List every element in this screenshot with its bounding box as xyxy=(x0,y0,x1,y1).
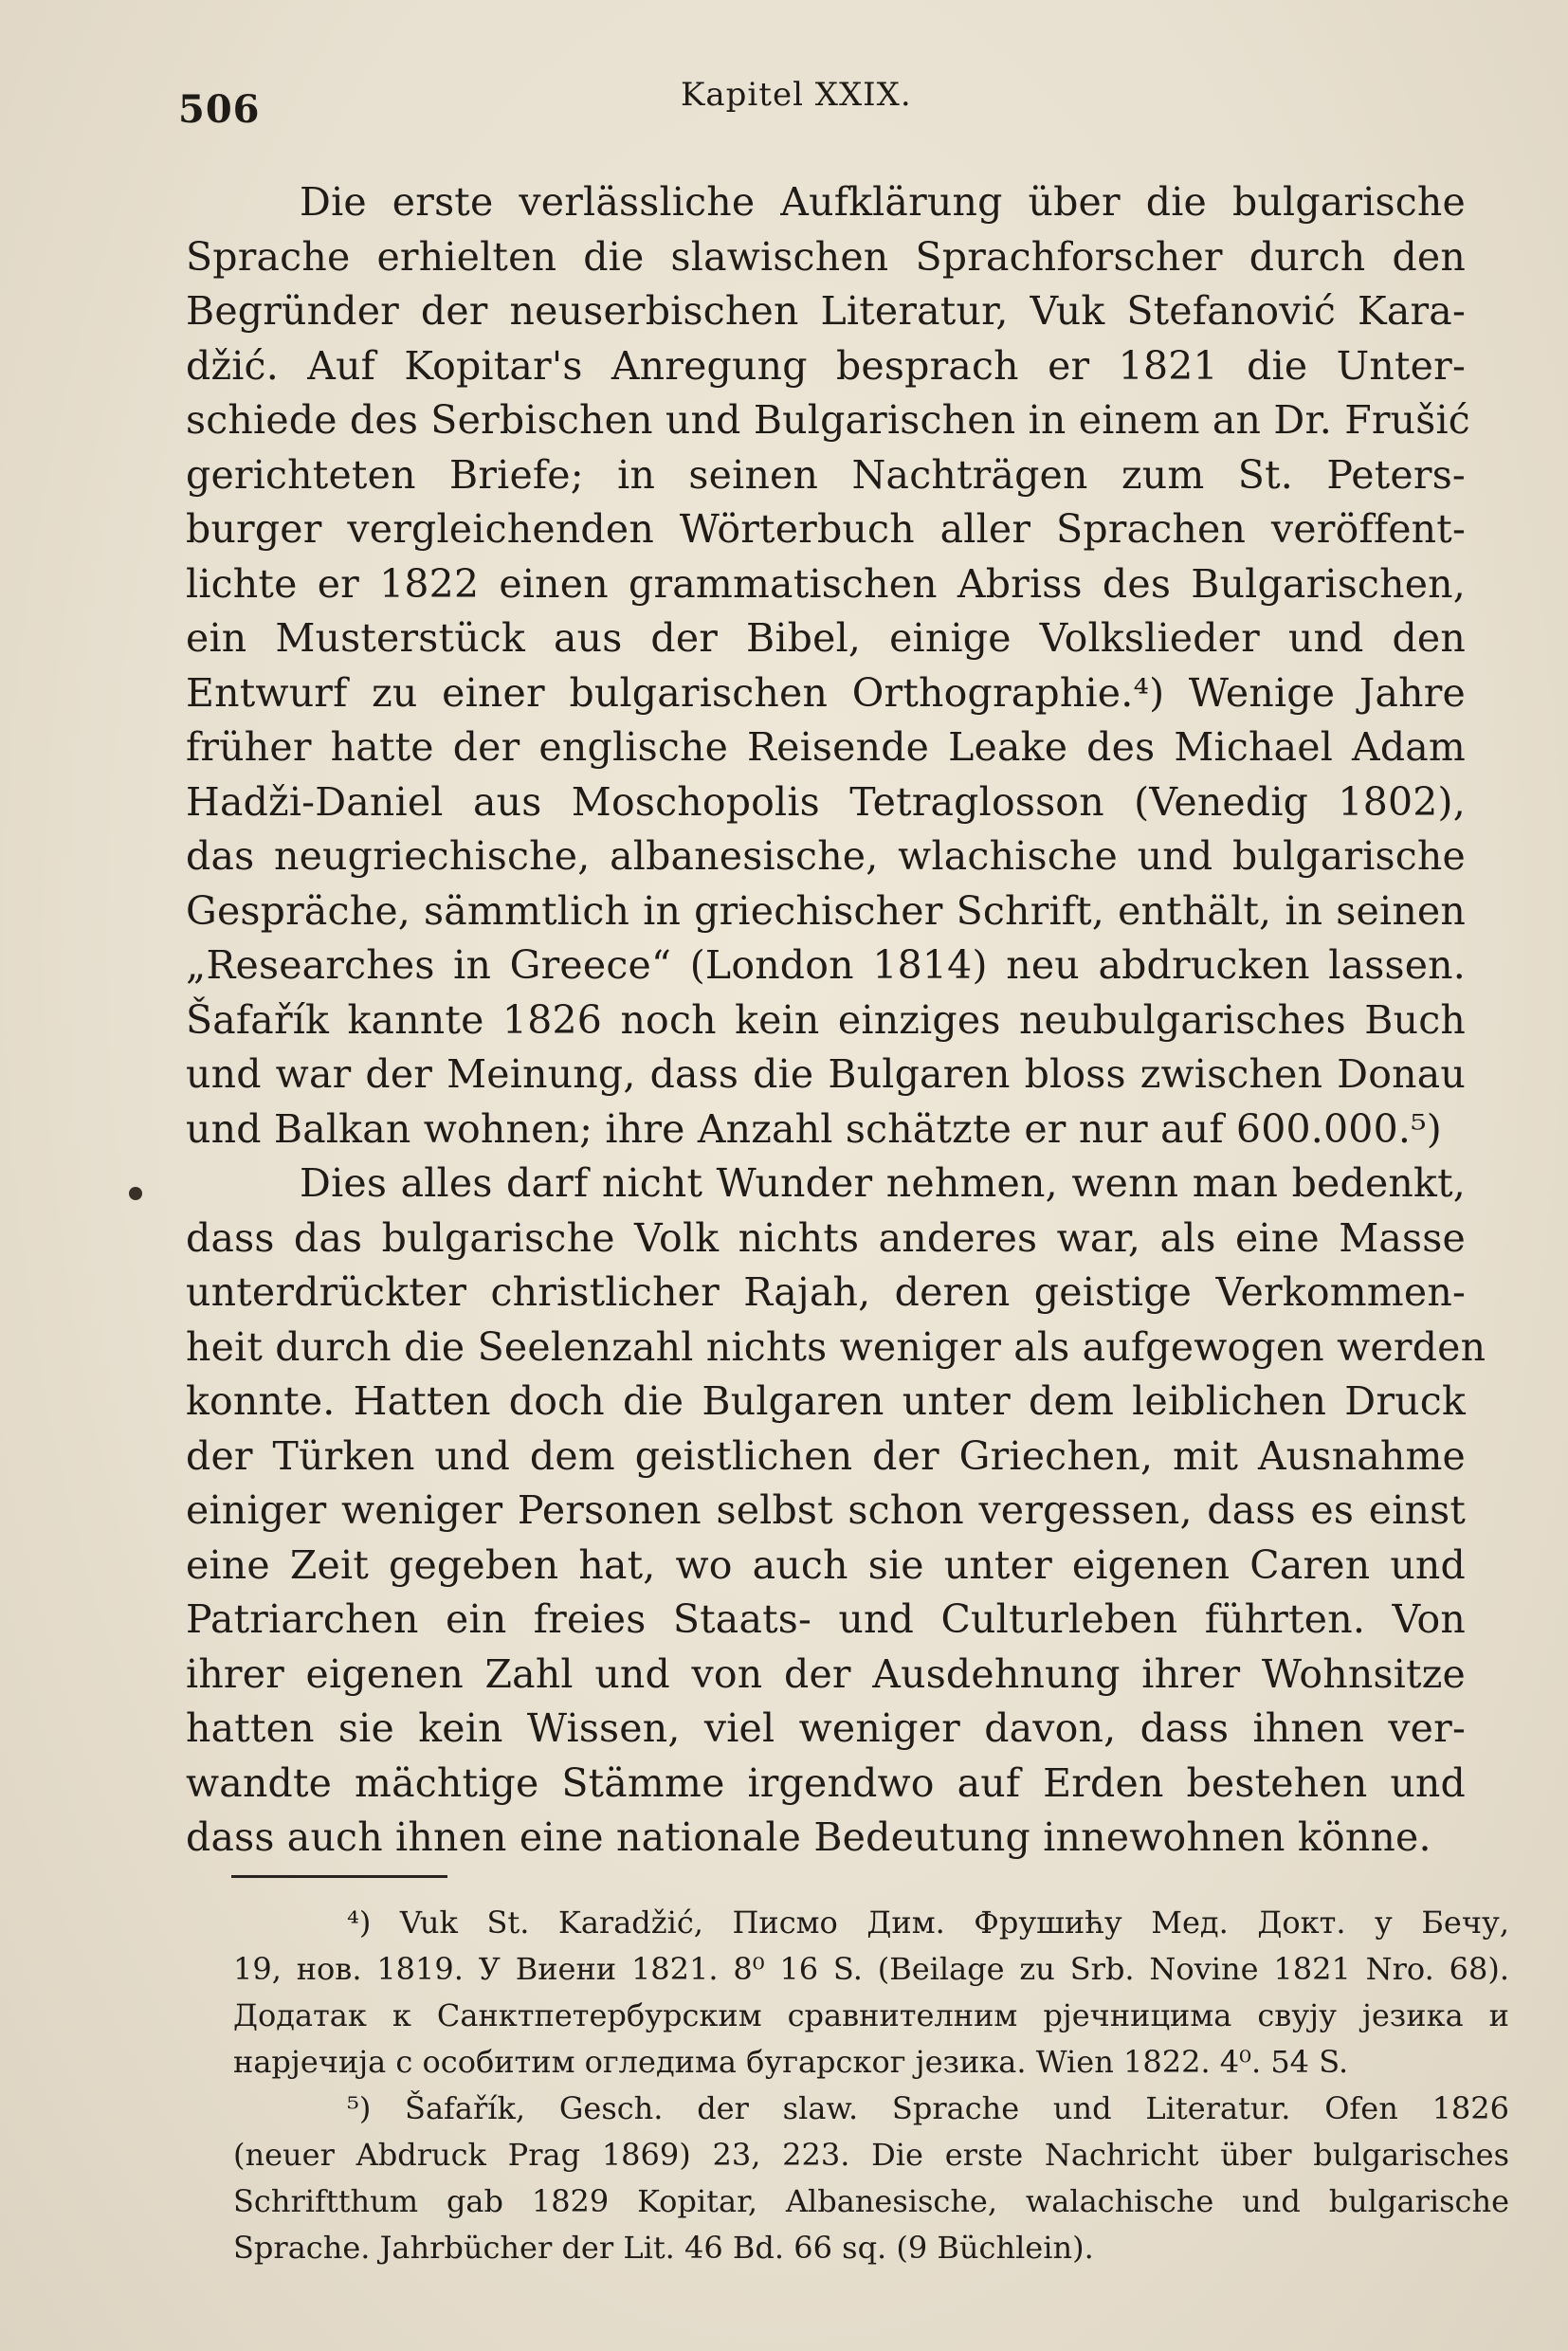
text-line: Dies alles darf nicht Wunder nehmen, wenn man bedenkt, xyxy=(300,1160,1466,1206)
text-line: ihrer eigenen Zahl und von der Ausdehnung ihrer Wohnsitze xyxy=(186,1650,1466,1697)
text-line: Begründer der neuserbischen Literatur, Vuk Stefanović Kara- xyxy=(186,288,1466,334)
text-line: нарјечија с особитим огледима бугарског језика. Wien 1822. 4⁰. 54 S. xyxy=(233,2044,1349,2080)
main-text xyxy=(186,175,1486,1866)
text-line: Додатак к Санктпетербурским сравнителним рјечницима свују језика и xyxy=(233,1997,1509,2033)
footnotes xyxy=(233,1900,1509,2271)
text-line: Schriftthum gab 1829 Kopitar, Albanesische, walachische und bulgarische xyxy=(233,2183,1509,2219)
text-line: (neuer Abdruck Prag 1869) 23, 223. Die erste Nachricht über bulgarisches xyxy=(233,2137,1509,2173)
footnote-5 xyxy=(233,2086,1509,2271)
footnote-4 xyxy=(233,1900,1509,2086)
paragraph-2 xyxy=(186,1157,1486,1866)
text-line: hatten sie kein Wissen, viel weniger davon, dass ihnen ver- xyxy=(186,1705,1466,1751)
text-line: wandte mächtige Stämme irgendwo auf Erden bestehen und xyxy=(186,1759,1466,1806)
text-line: džić. Auf Kopitar's Anregung besprach er 1821 die Unter- xyxy=(186,342,1466,389)
ink-spot xyxy=(129,1187,142,1200)
text-line: Gespräche, sämmtlich in griechischer Schrift, enthält, in seinen xyxy=(186,887,1466,934)
text-line: Sprache. Jahrbücher der Lit. 46 Bd. 66 sq. (9 Büchlein). xyxy=(233,2230,1094,2266)
text-line: Šafařík kannte 1826 noch kein einziges neubulgarisches Buch xyxy=(186,996,1466,1043)
text-line: konnte. Hatten doch die Bulgaren unter dem leiblichen Druck xyxy=(186,1378,1466,1424)
text-line: gerichteten Briefe; in seinen Nachträgen zum St. Peters- xyxy=(186,451,1466,498)
paragraph-1 xyxy=(186,175,1470,1157)
text-line: lichte er 1822 einen grammatischen Abriss des Bulgarischen, xyxy=(186,560,1466,607)
text-line: eine Zeit gegeben hat, wo auch sie unter eigenen Caren und xyxy=(186,1541,1466,1588)
text-line: der Türken und dem geistlichen der Griechen, mit Ausnahme xyxy=(186,1432,1466,1479)
text-line: dass auch ihnen eine nationale Bedeutung innewohnen könne. xyxy=(186,1814,1431,1860)
text-line: heit durch die Seelenzahl nichts weniger als aufgewogen werden xyxy=(186,1323,1486,1370)
text-line: schiede des Serbischen und Bulgarischen in einem an Dr. Frušić xyxy=(186,397,1470,443)
text-line: burger vergleichenden Wörterbuch aller Sprachen veröffent- xyxy=(186,506,1466,552)
text-line: ein Musterstück aus der Bibel, einige Volkslieder und den xyxy=(186,615,1466,661)
text-line: Patriarchen ein freies Staats- und Culturleben führten. Von xyxy=(186,1596,1466,1642)
running-head: Kapitel XXIX. xyxy=(681,76,912,114)
text-line: ⁴) Vuk St. Karadžić, Писмо Дим. Фрушићу Мед. Докт. у Бечу, xyxy=(347,1904,1509,1941)
text-line: und war der Meinung, dass die Bulgaren bloss zwischen Donau xyxy=(186,1051,1466,1097)
text-line: Die erste verlässliche Aufklärung über die bulgarische xyxy=(300,179,1466,225)
text-line: früher hatte der englische Reisende Leake des Michael Adam xyxy=(186,724,1466,770)
text-line: und Balkan wohnen; ihre Anzahl schätzte er nur auf 600.000.⁵) xyxy=(186,1105,1442,1152)
text-line: Entwurf zu einer bulgarischen Orthographie.⁴) Wenige Jahre xyxy=(186,669,1466,716)
text-line: Sprache erhielten die slawischen Sprachforscher durch den xyxy=(186,233,1466,280)
text-line: 19, нов. 1819. У Виени 1821. 8⁰ 16 S. (Beilage zu Srb. Novine 1821 Nro. 68). xyxy=(233,1951,1509,1987)
text-line: „Researches in Greece“ (London 1814) neu abdrucken lassen. xyxy=(186,942,1466,988)
text-line: dass das bulgarische Volk nichts anderes war, als eine Masse xyxy=(186,1214,1466,1261)
text-line: einiger weniger Personen selbst schon vergessen, dass es einst xyxy=(186,1487,1466,1533)
page-header xyxy=(178,68,1458,135)
page-number: 506 xyxy=(178,87,261,132)
text-line: unterdrückter christlicher Rajah, deren geistige Verkommen- xyxy=(186,1269,1466,1315)
footnote-separator xyxy=(231,1875,447,1878)
text-line: Hadži-Daniel aus Moschopolis Tetraglosson (Venedig 1802), xyxy=(186,778,1466,825)
text-line: das neugriechische, albanesische, wlachische und bulgarische xyxy=(186,833,1466,879)
text-line: ⁵) Šafařík, Gesch. der slaw. Sprache und Literatur. Ofen 1826 xyxy=(347,2090,1509,2126)
